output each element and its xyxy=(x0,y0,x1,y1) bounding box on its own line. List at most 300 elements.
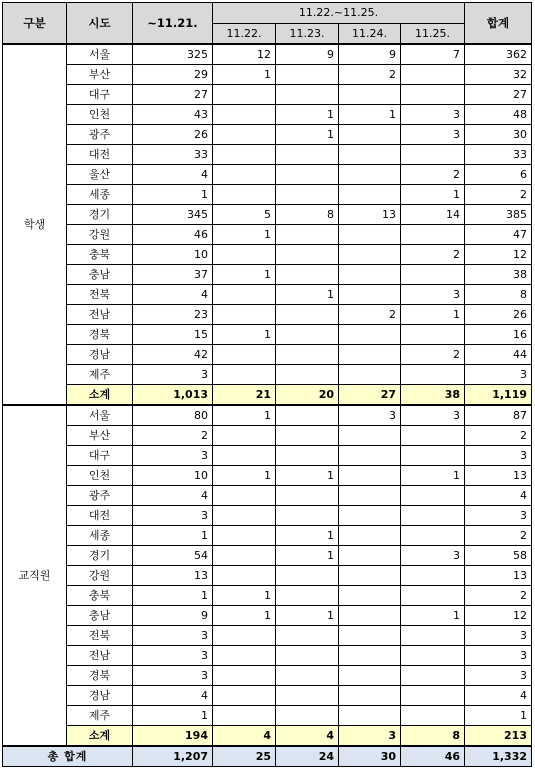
value-cell xyxy=(276,365,339,385)
value-cell xyxy=(339,526,401,546)
value-cell: 345 xyxy=(133,205,213,225)
table-row xyxy=(3,586,532,606)
value-cell xyxy=(401,526,465,546)
value-cell xyxy=(213,345,276,365)
table-row xyxy=(3,65,532,85)
value-cell: 3 xyxy=(465,646,532,666)
table-row xyxy=(3,446,532,466)
value-cell xyxy=(401,225,465,245)
region-cell: 충북 xyxy=(67,586,133,606)
grand-total-row xyxy=(3,746,532,767)
value-cell: 2 xyxy=(339,65,401,85)
value-cell xyxy=(213,486,276,506)
value-cell xyxy=(276,686,339,706)
value-cell: 325 xyxy=(133,44,213,65)
value-cell xyxy=(276,706,339,726)
grand-total-value: 30 xyxy=(339,746,401,767)
table-row xyxy=(3,646,532,666)
value-cell: 10 xyxy=(133,245,213,265)
region-cell: 대구 xyxy=(67,85,133,105)
value-cell xyxy=(213,626,276,646)
value-cell xyxy=(213,706,276,726)
value-cell: 4 xyxy=(133,285,213,305)
value-cell: 13 xyxy=(339,205,401,225)
header-date: 11.25. xyxy=(401,24,465,45)
value-cell xyxy=(339,666,401,686)
value-cell: 2 xyxy=(339,305,401,325)
region-cell: 충남 xyxy=(67,606,133,626)
value-cell xyxy=(339,245,401,265)
table-header xyxy=(3,3,532,45)
value-cell: 362 xyxy=(465,44,532,65)
region-cell: 경북 xyxy=(67,666,133,686)
region-cell: 대구 xyxy=(67,446,133,466)
grand-total-section xyxy=(3,746,532,767)
table-row xyxy=(3,165,532,185)
header-total: 합계 xyxy=(465,3,532,45)
value-cell: 29 xyxy=(133,65,213,85)
table-row xyxy=(3,466,532,486)
value-cell: 2 xyxy=(465,586,532,606)
value-cell: 42 xyxy=(133,345,213,365)
value-cell: 1 xyxy=(276,285,339,305)
header-category: 구분 xyxy=(3,3,67,45)
value-cell: 1 xyxy=(133,586,213,606)
value-cell: 23 xyxy=(133,305,213,325)
region-cell: 강원 xyxy=(67,566,133,586)
value-cell xyxy=(401,486,465,506)
table-row xyxy=(3,44,532,65)
value-cell xyxy=(339,225,401,245)
value-cell: 1 xyxy=(213,405,276,426)
value-cell xyxy=(276,666,339,686)
region-cell: 충북 xyxy=(67,245,133,265)
value-cell: 4 xyxy=(133,165,213,185)
region-cell: 세종 xyxy=(67,526,133,546)
value-cell: 10 xyxy=(133,466,213,486)
value-cell: 3 xyxy=(133,365,213,385)
value-cell xyxy=(276,245,339,265)
region-cell: 세종 xyxy=(67,185,133,205)
value-cell: 47 xyxy=(465,225,532,245)
table-row xyxy=(3,105,532,125)
value-cell xyxy=(401,145,465,165)
value-cell xyxy=(276,486,339,506)
value-cell: 2 xyxy=(401,165,465,185)
value-cell xyxy=(339,606,401,626)
value-cell xyxy=(213,526,276,546)
region-cell: 경기 xyxy=(67,205,133,225)
value-cell: 3 xyxy=(465,446,532,466)
value-cell xyxy=(276,626,339,646)
value-cell: 3 xyxy=(133,506,213,526)
value-cell: 1 xyxy=(213,586,276,606)
region-cell: 대전 xyxy=(67,506,133,526)
value-cell: 2 xyxy=(465,185,532,205)
value-cell: 3 xyxy=(465,666,532,686)
value-cell xyxy=(401,65,465,85)
region-cell: 인천 xyxy=(67,105,133,125)
value-cell: 3 xyxy=(465,506,532,526)
region-cell: 제주 xyxy=(67,365,133,385)
region-cell: 강원 xyxy=(67,225,133,245)
value-cell xyxy=(401,566,465,586)
subtotal-value: 213 xyxy=(465,726,532,747)
value-cell xyxy=(276,506,339,526)
header-date: 11.23. xyxy=(276,24,339,45)
subtotal-label: 소계 xyxy=(67,385,133,406)
value-cell: 13 xyxy=(465,566,532,586)
value-cell xyxy=(213,666,276,686)
value-cell xyxy=(276,646,339,666)
value-cell xyxy=(213,446,276,466)
value-cell: 58 xyxy=(465,546,532,566)
subtotal-value: 38 xyxy=(401,385,465,406)
value-cell: 2 xyxy=(465,526,532,546)
value-cell: 3 xyxy=(401,405,465,426)
value-cell xyxy=(339,706,401,726)
value-cell: 4 xyxy=(465,486,532,506)
value-cell xyxy=(213,305,276,325)
region-cell: 경남 xyxy=(67,345,133,365)
subtotal-row xyxy=(3,385,532,406)
table-row xyxy=(3,145,532,165)
region-cell: 인천 xyxy=(67,466,133,486)
header-until: ~11.21. xyxy=(133,3,213,45)
value-cell xyxy=(339,466,401,486)
table-row xyxy=(3,125,532,145)
value-cell: 26 xyxy=(133,125,213,145)
value-cell xyxy=(276,265,339,285)
value-cell xyxy=(401,666,465,686)
value-cell xyxy=(213,145,276,165)
value-cell: 1 xyxy=(401,185,465,205)
value-cell xyxy=(213,426,276,446)
value-cell: 2 xyxy=(133,426,213,446)
group-label: 학생 xyxy=(3,44,67,405)
region-cell: 전북 xyxy=(67,626,133,646)
group-label: 교직원 xyxy=(3,405,67,746)
value-cell xyxy=(276,65,339,85)
grand-total-value: 24 xyxy=(276,746,339,767)
table-row xyxy=(3,305,532,325)
region-cell: 서울 xyxy=(67,44,133,65)
region-cell: 전남 xyxy=(67,305,133,325)
value-cell xyxy=(213,245,276,265)
table-row xyxy=(3,566,532,586)
subtotal-value: 4 xyxy=(276,726,339,747)
value-cell: 3 xyxy=(465,365,532,385)
table-row xyxy=(3,205,532,225)
subtotal-value: 8 xyxy=(401,726,465,747)
value-cell xyxy=(276,586,339,606)
value-cell xyxy=(276,566,339,586)
value-cell xyxy=(213,365,276,385)
value-cell: 1 xyxy=(401,606,465,626)
header-date: 11.22. xyxy=(213,24,276,45)
value-cell: 3 xyxy=(133,446,213,466)
value-cell xyxy=(401,626,465,646)
value-cell: 4 xyxy=(133,686,213,706)
grand-total-value: 1,332 xyxy=(465,746,532,767)
table-row xyxy=(3,506,532,526)
value-cell xyxy=(401,646,465,666)
value-cell xyxy=(401,365,465,385)
value-cell xyxy=(276,165,339,185)
value-cell xyxy=(276,446,339,466)
table-row xyxy=(3,426,532,446)
region-cell: 충남 xyxy=(67,265,133,285)
value-cell: 5 xyxy=(213,205,276,225)
value-cell: 43 xyxy=(133,105,213,125)
value-cell: 87 xyxy=(465,405,532,426)
value-cell xyxy=(401,325,465,345)
value-cell: 12 xyxy=(465,606,532,626)
value-cell: 7 xyxy=(401,44,465,65)
value-cell: 26 xyxy=(465,305,532,325)
value-cell: 38 xyxy=(465,265,532,285)
region-cell: 전남 xyxy=(67,646,133,666)
value-cell: 1 xyxy=(133,185,213,205)
value-cell: 3 xyxy=(401,125,465,145)
value-cell xyxy=(339,646,401,666)
value-cell xyxy=(339,325,401,345)
table-row xyxy=(3,85,532,105)
value-cell: 4 xyxy=(465,686,532,706)
subtotal-label: 소계 xyxy=(67,726,133,747)
value-cell xyxy=(401,426,465,446)
value-cell xyxy=(339,85,401,105)
value-cell: 27 xyxy=(133,85,213,105)
value-cell: 1 xyxy=(213,325,276,345)
value-cell xyxy=(401,686,465,706)
value-cell xyxy=(339,285,401,305)
grand-total-value: 25 xyxy=(213,746,276,767)
value-cell: 1 xyxy=(401,305,465,325)
value-cell xyxy=(401,85,465,105)
value-cell: 3 xyxy=(401,105,465,125)
table-row xyxy=(3,486,532,506)
value-cell xyxy=(339,446,401,466)
value-cell: 3 xyxy=(401,285,465,305)
value-cell: 54 xyxy=(133,546,213,566)
value-cell xyxy=(213,125,276,145)
subtotal-value: 1,013 xyxy=(133,385,213,406)
subtotal-row xyxy=(3,726,532,747)
value-cell xyxy=(339,345,401,365)
value-cell: 1 xyxy=(213,265,276,285)
value-cell: 44 xyxy=(465,345,532,365)
value-cell xyxy=(339,265,401,285)
region-cell: 경북 xyxy=(67,325,133,345)
value-cell: 9 xyxy=(276,44,339,65)
value-cell: 1 xyxy=(213,65,276,85)
table-row xyxy=(3,245,532,265)
value-cell: 33 xyxy=(465,145,532,165)
value-cell xyxy=(401,446,465,466)
table-row xyxy=(3,345,532,365)
table-row xyxy=(3,265,532,285)
region-cell: 부산 xyxy=(67,65,133,85)
subtotal-value: 4 xyxy=(213,726,276,747)
subtotal-value: 194 xyxy=(133,726,213,747)
value-cell xyxy=(213,686,276,706)
value-cell xyxy=(276,345,339,365)
value-cell xyxy=(339,145,401,165)
value-cell xyxy=(276,85,339,105)
table-row xyxy=(3,666,532,686)
grand-total-value: 1,207 xyxy=(133,746,213,767)
value-cell: 33 xyxy=(133,145,213,165)
value-cell: 2 xyxy=(401,245,465,265)
value-cell: 1 xyxy=(213,466,276,486)
table-row xyxy=(3,285,532,305)
value-cell xyxy=(276,145,339,165)
header-period: 11.22.~11.25. xyxy=(213,3,465,24)
value-cell xyxy=(213,646,276,666)
value-cell: 385 xyxy=(465,205,532,225)
table-row xyxy=(3,365,532,385)
value-cell: 9 xyxy=(133,606,213,626)
subtotal-value: 27 xyxy=(339,385,401,406)
value-cell: 1 xyxy=(401,466,465,486)
value-cell: 27 xyxy=(465,85,532,105)
value-cell: 3 xyxy=(133,626,213,646)
region-cell: 광주 xyxy=(67,486,133,506)
subtotal-value: 20 xyxy=(276,385,339,406)
value-cell: 3 xyxy=(133,666,213,686)
grand-total-value: 46 xyxy=(401,746,465,767)
value-cell xyxy=(339,586,401,606)
table-section xyxy=(3,44,532,405)
value-cell: 8 xyxy=(465,285,532,305)
value-cell: 46 xyxy=(133,225,213,245)
subtotal-value: 3 xyxy=(339,726,401,747)
value-cell: 30 xyxy=(465,125,532,145)
value-cell xyxy=(213,85,276,105)
value-cell: 1 xyxy=(133,706,213,726)
value-cell: 3 xyxy=(465,626,532,646)
value-cell xyxy=(339,365,401,385)
value-cell: 1 xyxy=(276,125,339,145)
table-row xyxy=(3,706,532,726)
value-cell: 4 xyxy=(133,486,213,506)
region-cell: 경기 xyxy=(67,546,133,566)
table-row xyxy=(3,626,532,646)
value-cell xyxy=(213,165,276,185)
subtotal-value: 21 xyxy=(213,385,276,406)
value-cell: 8 xyxy=(276,205,339,225)
value-cell xyxy=(339,125,401,145)
value-cell xyxy=(213,105,276,125)
table-section xyxy=(3,405,532,746)
value-cell: 1 xyxy=(276,526,339,546)
value-cell: 1 xyxy=(339,105,401,125)
table-row xyxy=(3,405,532,426)
value-cell: 1 xyxy=(465,706,532,726)
value-cell: 9 xyxy=(339,44,401,65)
header-region: 시도 xyxy=(67,3,133,45)
value-cell xyxy=(276,305,339,325)
value-cell xyxy=(339,626,401,646)
value-cell: 12 xyxy=(465,245,532,265)
value-cell: 13 xyxy=(133,566,213,586)
value-cell xyxy=(339,165,401,185)
value-cell xyxy=(213,506,276,526)
value-cell xyxy=(276,426,339,446)
value-cell: 1 xyxy=(133,526,213,546)
value-cell xyxy=(401,506,465,526)
value-cell: 3 xyxy=(133,646,213,666)
value-cell: 14 xyxy=(401,205,465,225)
value-cell xyxy=(276,225,339,245)
region-cell: 서울 xyxy=(67,405,133,426)
region-cell: 경남 xyxy=(67,686,133,706)
table-container xyxy=(2,2,532,767)
value-cell: 80 xyxy=(133,405,213,426)
value-cell xyxy=(276,405,339,426)
value-cell: 32 xyxy=(465,65,532,85)
value-cell: 1 xyxy=(276,546,339,566)
value-cell: 13 xyxy=(465,466,532,486)
value-cell xyxy=(213,546,276,566)
value-cell xyxy=(401,265,465,285)
value-cell xyxy=(339,426,401,446)
grand-total-label: 총 합계 xyxy=(3,746,133,767)
value-cell: 1 xyxy=(276,466,339,486)
value-cell: 1 xyxy=(213,606,276,626)
value-cell xyxy=(339,506,401,526)
table-row xyxy=(3,185,532,205)
value-cell: 1 xyxy=(276,105,339,125)
value-cell xyxy=(401,706,465,726)
table-row xyxy=(3,546,532,566)
table-row xyxy=(3,686,532,706)
header-date: 11.24. xyxy=(339,24,401,45)
region-cell: 부산 xyxy=(67,426,133,446)
value-cell xyxy=(276,325,339,345)
value-cell: 37 xyxy=(133,265,213,285)
value-cell: 16 xyxy=(465,325,532,345)
value-cell: 15 xyxy=(133,325,213,345)
value-cell xyxy=(339,566,401,586)
value-cell xyxy=(213,285,276,305)
value-cell: 48 xyxy=(465,105,532,125)
table-row xyxy=(3,225,532,245)
value-cell: 6 xyxy=(465,165,532,185)
subtotal-value: 1,119 xyxy=(465,385,532,406)
value-cell: 2 xyxy=(401,345,465,365)
table-row xyxy=(3,606,532,626)
region-cell: 울산 xyxy=(67,165,133,185)
value-cell xyxy=(339,486,401,506)
value-cell xyxy=(339,185,401,205)
table-row xyxy=(3,325,532,345)
value-cell xyxy=(213,566,276,586)
value-cell: 1 xyxy=(276,606,339,626)
value-cell xyxy=(401,586,465,606)
value-cell xyxy=(339,686,401,706)
value-cell xyxy=(276,185,339,205)
value-cell: 2 xyxy=(465,426,532,446)
status-table xyxy=(2,2,532,767)
value-cell xyxy=(213,185,276,205)
value-cell: 12 xyxy=(213,44,276,65)
value-cell: 3 xyxy=(339,405,401,426)
value-cell xyxy=(339,546,401,566)
region-cell: 광주 xyxy=(67,125,133,145)
value-cell: 1 xyxy=(213,225,276,245)
